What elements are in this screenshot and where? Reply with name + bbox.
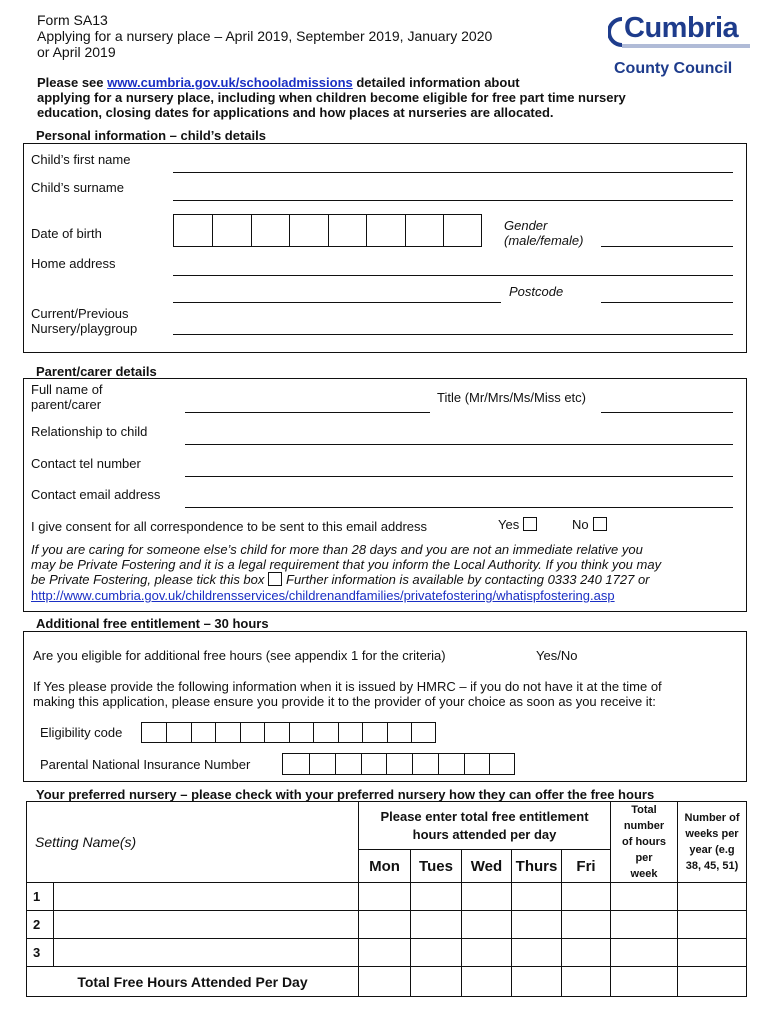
admissions-link[interactable]: www.cumbria.gov.uk/schooladmissions <box>107 75 353 90</box>
fostering-line1: If you are caring for someone else’s child for more than 28 days and you are not an immediate relative you <box>31 542 643 557</box>
entitlement-heading: Additional free entitlement – 30 hours <box>36 616 269 631</box>
total-day-cell[interactable] <box>411 967 462 997</box>
total-cell[interactable] <box>611 939 678 967</box>
consent-yes <box>498 517 537 532</box>
parent-name-field[interactable] <box>185 412 430 413</box>
home-address-field-line2[interactable] <box>173 302 501 303</box>
weeks-line3: year (e.g <box>689 844 735 856</box>
eligibility-code-label: Eligibility code <box>40 725 123 740</box>
table-row <box>27 939 747 967</box>
hours-cell[interactable] <box>462 939 512 967</box>
home-address-label: Home address <box>31 256 116 271</box>
title-label: Title (Mr/Mrs/Ms/Miss etc) <box>437 390 586 405</box>
total-cell[interactable] <box>611 967 678 997</box>
fostering-line2: may be Private Fostering and it is a legal requirement that you inform the Local Authority. If you think you may <box>31 557 662 572</box>
preferred-nursery-table <box>26 801 747 997</box>
form-id: Form SA13 <box>37 12 108 28</box>
postcode-field[interactable] <box>601 302 733 303</box>
hmrc-text <box>33 679 662 709</box>
row-number: 2 <box>27 911 54 939</box>
weeks-line4: 38, 45, 51) <box>685 860 739 872</box>
row-number: 3 <box>27 939 54 967</box>
private-fostering-checkbox[interactable] <box>268 572 282 586</box>
total-row <box>27 967 747 997</box>
total-hours-line4: per <box>635 852 653 864</box>
day-wed: Wed <box>462 850 512 883</box>
logo-subtitle: County Council <box>614 60 733 77</box>
child-first-name-label: Child’s first name <box>31 152 131 167</box>
day-tues: Tues <box>411 850 462 883</box>
setting-name-cell[interactable] <box>54 883 359 911</box>
weeks-cell[interactable] <box>678 939 747 967</box>
total-hours-header <box>611 802 678 883</box>
gender-field[interactable] <box>601 246 733 247</box>
relationship-label: Relationship to child <box>31 424 148 439</box>
dob-label: Date of birth <box>31 226 102 241</box>
consent-no-checkbox[interactable] <box>593 517 607 531</box>
total-day-cell[interactable] <box>359 967 411 997</box>
parent-name-label-line2: parent/carer <box>31 397 102 412</box>
intro-prefix: Please see <box>37 75 108 90</box>
hours-header-line1: Please enter total free entitlement <box>380 808 589 824</box>
email-label: Contact email address <box>31 487 161 502</box>
dob-boxes[interactable] <box>173 214 482 247</box>
day-thurs: Thurs <box>512 850 562 883</box>
hours-cell[interactable] <box>411 939 462 967</box>
gender-label <box>504 218 583 248</box>
total-hours-line3: of hours <box>622 836 666 848</box>
nin-label: Parental National Insurance Number <box>40 757 251 772</box>
hours-header <box>359 802 611 850</box>
child-surname-field[interactable] <box>173 200 733 201</box>
total-day-cell[interactable] <box>562 967 611 997</box>
day-fri: Fri <box>562 850 611 883</box>
nursery-label-line2: Nursery/playgroup <box>31 321 138 336</box>
consent-label: I give consent for all correspondence to be sent to this email address <box>31 519 427 534</box>
gender-label-line1: Gender <box>504 218 548 233</box>
hours-cell[interactable] <box>462 911 512 939</box>
total-day-cell[interactable] <box>462 967 512 997</box>
fostering-line3b: Further information is available by contacting 0333 240 1727 or <box>282 572 650 587</box>
parent-section-heading: Parent/carer details <box>36 364 157 379</box>
total-row-label: Total Free Hours Attended Per Day <box>27 967 359 997</box>
setting-name-label: Setting Name(s) <box>35 834 137 850</box>
parent-name-label-line1: Full name of <box>31 382 103 397</box>
consent-no <box>572 517 607 532</box>
eligible-yes-no[interactable]: Yes/No <box>536 648 578 663</box>
table-row <box>27 883 747 911</box>
tel-field[interactable] <box>185 476 733 477</box>
hmrc-line1: If Yes please provide the following information when it is issued by HMRC – if you do not have it at the time of <box>33 679 662 694</box>
hours-cell[interactable] <box>411 911 462 939</box>
total-day-cell[interactable] <box>512 967 562 997</box>
day-mon: Mon <box>359 850 411 883</box>
hmrc-line2: making this application, please ensure you provide it to the provider of your choice as soon as you receive it: <box>33 694 656 709</box>
preferred-heading: Your preferred nursery – please check with your preferred nursery how they can offer the free hours <box>36 787 655 802</box>
form-title <box>37 28 492 60</box>
postcode-label: Postcode <box>509 284 564 299</box>
setting-name-header <box>27 802 359 883</box>
intro-line2: applying for a nursery place, including when children become eligible for free part time nursery <box>37 90 626 105</box>
nin-boxes[interactable] <box>282 753 515 775</box>
logo-wordmark: Cumbria <box>624 12 739 44</box>
tel-label: Contact tel number <box>31 456 141 471</box>
intro-line3: education, closing dates for applications and how places at nurseries are allocated. <box>37 105 554 120</box>
weeks-line1: Number of <box>684 812 740 824</box>
eligible-question: Are you eligible for additional free hours (see appendix 1 for the criteria) <box>33 648 446 663</box>
child-first-name-field[interactable] <box>173 172 733 173</box>
fostering-line3a: be Private Fostering, please tick this box <box>31 572 265 587</box>
weeks-header <box>678 802 747 883</box>
hours-cell[interactable] <box>562 911 611 939</box>
gender-label-line2: (male/female) <box>504 233 584 248</box>
hours-cell[interactable] <box>411 883 462 911</box>
nursery-label <box>31 306 137 336</box>
weeks-line2: weeks per <box>685 828 739 840</box>
row-number: 1 <box>27 883 54 911</box>
relationship-field[interactable] <box>185 444 733 445</box>
fostering-text <box>31 542 661 587</box>
total-hours-line1: Total <box>631 804 657 816</box>
parent-name-label <box>31 382 103 412</box>
hours-cell[interactable] <box>359 911 411 939</box>
consent-no-label: No <box>572 517 589 532</box>
nursery-field[interactable] <box>173 334 733 335</box>
council-logo <box>608 10 758 80</box>
hours-cell[interactable] <box>462 883 512 911</box>
consent-yes-label: Yes <box>498 517 520 532</box>
hours-cell[interactable] <box>562 883 611 911</box>
hours-cell[interactable] <box>359 939 411 967</box>
home-address-field-line1[interactable] <box>173 275 733 276</box>
weeks-cell[interactable] <box>678 883 747 911</box>
total-hours-line2: number <box>623 820 665 832</box>
weeks-cell[interactable] <box>678 911 747 939</box>
child-surname-label: Child’s surname <box>31 180 124 195</box>
consent-yes-checkbox[interactable] <box>523 517 537 531</box>
hours-cell[interactable] <box>512 883 562 911</box>
intro-text <box>37 75 626 120</box>
total-cell[interactable] <box>611 911 678 939</box>
weeks-cell[interactable] <box>678 967 747 997</box>
title-field[interactable] <box>601 412 733 413</box>
nursery-label-line1: Current/Previous <box>31 306 129 321</box>
form-title-line2: or April 2019 <box>37 44 116 60</box>
intro-rest: detailed information about <box>352 75 520 90</box>
hours-cell[interactable] <box>512 939 562 967</box>
logo-waves <box>622 44 750 48</box>
fostering-link[interactable]: http://www.cumbria.gov.uk/childrensservices/childrenandfamilies/privatefostering/whatispfostering.asp <box>31 588 615 603</box>
table-row <box>27 911 747 939</box>
eligibility-code-boxes[interactable] <box>141 722 436 743</box>
hours-header-line2: hours attended per day <box>412 826 557 842</box>
form-title-line1: Applying for a nursery place – April 2019, September 2019, January 2020 <box>37 28 493 44</box>
total-cell[interactable] <box>611 883 678 911</box>
setting-name-cell[interactable] <box>54 911 359 939</box>
hours-cell[interactable] <box>562 939 611 967</box>
hours-cell[interactable] <box>359 883 411 911</box>
setting-name-cell[interactable] <box>54 939 359 967</box>
hours-cell[interactable] <box>512 911 562 939</box>
child-section-heading: Personal information – child’s details <box>36 128 266 143</box>
email-field[interactable] <box>185 507 733 508</box>
total-hours-line5: week <box>630 868 658 880</box>
